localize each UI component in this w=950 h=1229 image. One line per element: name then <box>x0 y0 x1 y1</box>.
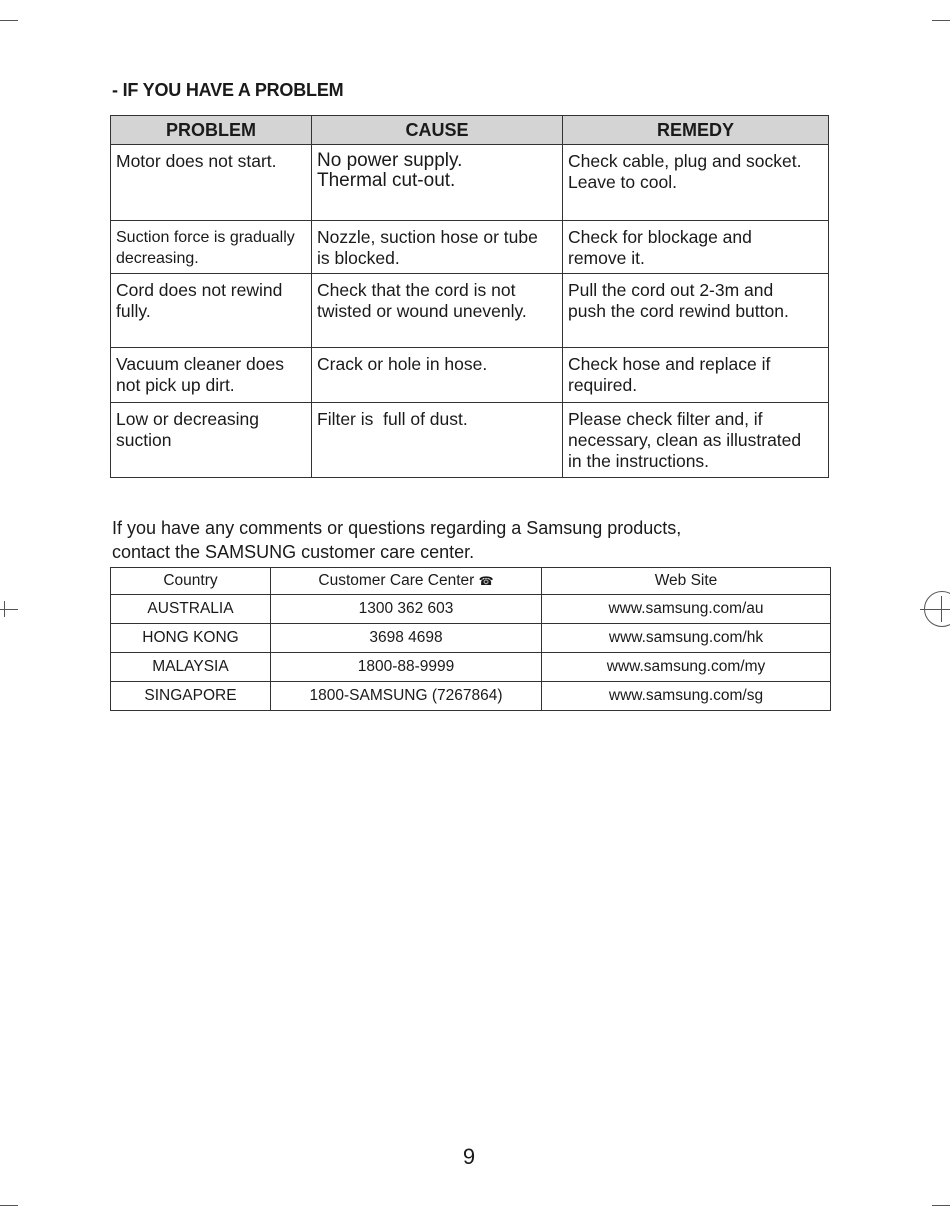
cause-cell <box>312 274 563 348</box>
phone-cell: 1300 362 603 <box>271 595 542 624</box>
website-link[interactable]: www.samsung.com/sg <box>542 682 831 711</box>
crop-mark-bottom-right <box>932 1205 950 1206</box>
page-number: 9 <box>462 1144 476 1169</box>
contacts-header-row <box>111 568 831 595</box>
cell-line: Pull the cord out 2-3m and <box>568 280 774 300</box>
phone-icon: ☎ <box>478 574 494 588</box>
cell-line: Leave to cool. <box>568 172 677 192</box>
problem-cell <box>111 348 312 403</box>
table-row <box>111 274 829 348</box>
country-cell: AUSTRALIA <box>111 595 271 624</box>
cell-line: necessary, clean as illustrated <box>568 430 802 450</box>
troubleshooting-header-row <box>111 116 829 145</box>
cell-line: suction <box>116 430 172 450</box>
remedy-cell <box>563 274 829 348</box>
remedy-cell <box>563 145 829 221</box>
country-cell: SINGAPORE <box>111 682 271 711</box>
table-row <box>111 348 829 403</box>
cell-line: Suction force is gradually <box>116 229 295 246</box>
remedy-cell <box>563 403 829 478</box>
website-link[interactable]: www.samsung.com/hk <box>542 624 831 653</box>
cell-line: Check that the cord is not <box>317 280 516 300</box>
cell-line: Low or decreasing <box>116 409 259 429</box>
cell-line: not pick up dirt. <box>116 375 235 395</box>
registration-mark-left-tick <box>4 601 5 617</box>
customer-care-table <box>110 567 831 711</box>
cause-cell <box>312 403 563 478</box>
header-cause: CAUSE <box>312 116 563 145</box>
country-cell: HONG KONG <box>111 624 271 653</box>
cell-line: Check cable, plug and socket. <box>568 151 802 171</box>
remedy-cell <box>563 221 829 274</box>
cell-line: Filter is full of dust. <box>317 409 468 429</box>
registration-mark-right-tick <box>941 596 942 622</box>
remedy-cell <box>563 348 829 403</box>
website-link[interactable]: www.samsung.com/my <box>542 653 831 682</box>
table-row <box>111 595 831 624</box>
table-row <box>111 624 831 653</box>
cell-line: Check for blockage and <box>568 227 752 247</box>
cell-line: No power supply. <box>317 150 463 171</box>
table-row <box>111 145 829 221</box>
header-care-center <box>271 568 542 595</box>
header-care-center-label: Customer Care Center <box>318 572 475 589</box>
table-row <box>111 653 831 682</box>
table-row <box>111 403 829 478</box>
cell-line: Vacuum cleaner does <box>116 354 284 374</box>
table-row <box>111 682 831 711</box>
cell-line: Please check filter and, if <box>568 409 763 429</box>
cause-cell <box>312 348 563 403</box>
problem-cell <box>111 274 312 348</box>
cell-line: Cord does not rewind <box>116 280 283 300</box>
contact-intro-line: If you have any comments or questions regarding a Samsung products, <box>112 518 682 538</box>
header-problem: PROBLEM <box>111 116 312 145</box>
cell-line: remove it. <box>568 248 645 268</box>
cell-line: push the cord rewind button. <box>568 301 789 321</box>
website-link[interactable]: www.samsung.com/au <box>542 595 831 624</box>
cell-line: twisted or wound unevenly. <box>317 301 527 321</box>
contact-intro <box>112 516 681 564</box>
cell-line: Thermal cut-out. <box>317 170 456 191</box>
cell-line: is blocked. <box>317 248 400 268</box>
cell-line: Crack or hole in hose. <box>317 354 488 374</box>
phone-cell: 1800-88-9999 <box>271 653 542 682</box>
troubleshooting-table <box>110 115 829 478</box>
cause-cell <box>312 221 563 274</box>
crop-mark-bottom-left <box>0 1205 18 1206</box>
cell-line: required. <box>568 375 638 395</box>
cell-line: Motor does not start. <box>116 151 277 171</box>
registration-mark-left-line <box>0 609 18 610</box>
problem-cell <box>111 145 312 221</box>
cell-line: decreasing. <box>116 250 199 267</box>
contact-intro-line: contact the SAMSUNG customer care center. <box>112 542 475 562</box>
cause-cell <box>312 145 563 221</box>
crop-mark-top-left <box>0 20 18 21</box>
phone-cell: 1800-SAMSUNG (7267864) <box>271 682 542 711</box>
crop-mark-top-right <box>932 20 950 21</box>
country-cell: MALAYSIA <box>111 653 271 682</box>
header-country: Country <box>111 568 271 595</box>
registration-mark-right-line <box>920 609 950 610</box>
cell-line: in the instructions. <box>568 451 710 471</box>
cell-line: Nozzle, suction hose or tube <box>317 227 538 247</box>
header-website: Web Site <box>542 568 831 595</box>
cell-line: fully. <box>116 301 151 321</box>
section-title: - IF YOU HAVE A PROBLEM <box>112 80 344 100</box>
cell-line: Check hose and replace if <box>568 354 771 374</box>
table-row <box>111 221 829 274</box>
header-remedy: REMEDY <box>563 116 829 145</box>
problem-cell <box>111 403 312 478</box>
problem-cell <box>111 221 312 274</box>
phone-cell: 3698 4698 <box>271 624 542 653</box>
